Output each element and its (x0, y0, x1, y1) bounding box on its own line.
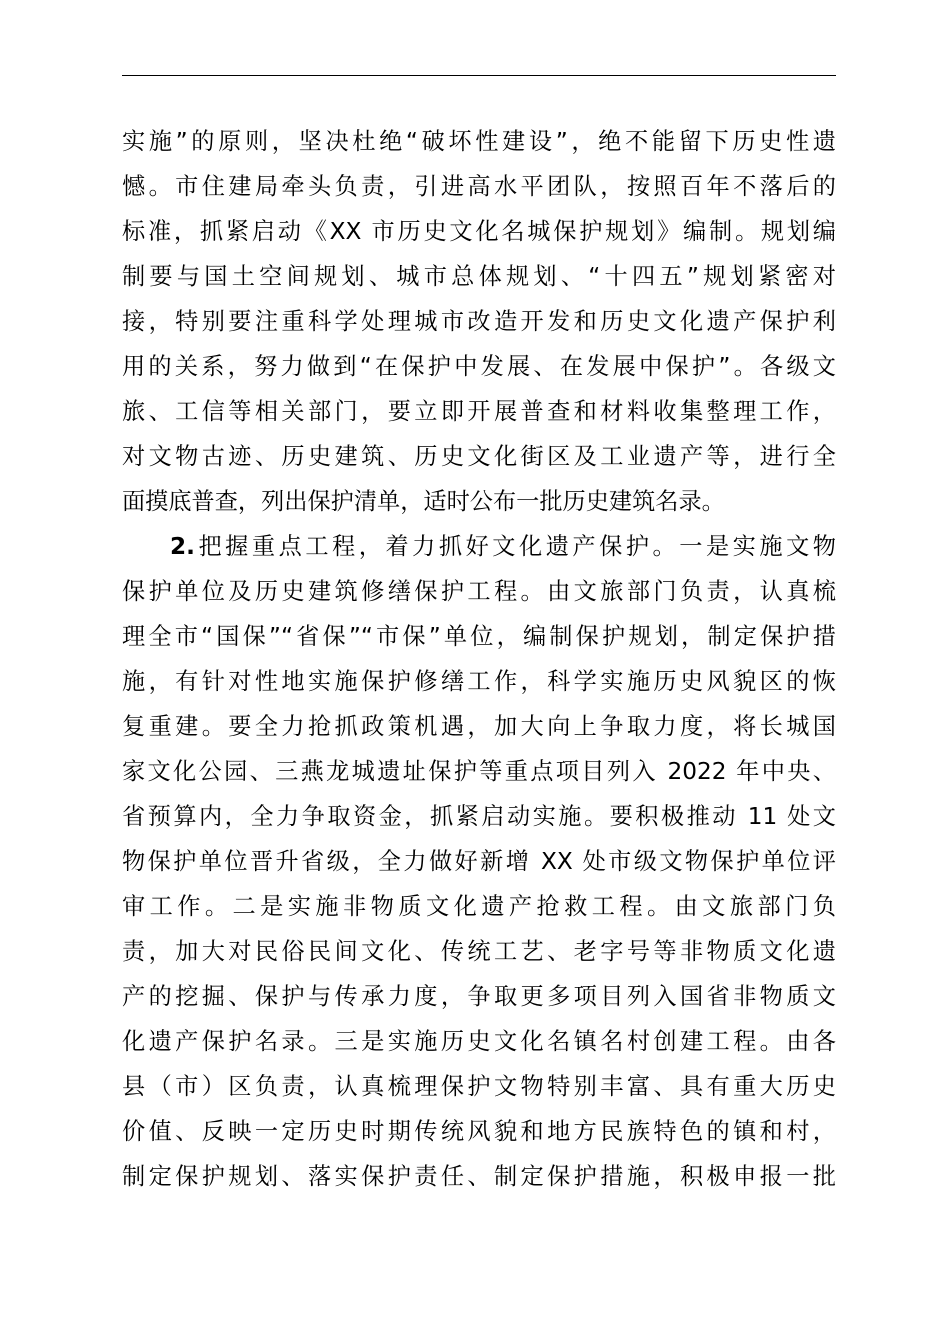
text-line: 物保护单位晋升省级，全力做好新增 XX 处市级文物保护单位评 (122, 848, 836, 875)
text-line: 标准，抓紧启动《XX 市历史文化名城保护规划》编制。规划编 (122, 218, 836, 245)
text-line: 理全市“国保”“省保”“市保”单位，编制保护规划，制定保护措 (122, 623, 836, 650)
text-line: 制要与国土空间规划、城市总体规划、“十四五”规划紧密对 (122, 263, 836, 290)
text-line: 施，有针对性地实施保护修缮工作，科学实施历史风貌区的恢 (122, 668, 836, 695)
text-line: 审工作。二是实施非物质文化遗产抢救工程。由文旅部门负 (122, 893, 836, 920)
text-line: 对文物古迹、历史建筑、历史文化街区及工业遗产等，进行全 (122, 443, 836, 470)
text-line: 省预算内，全力争取资金，抓紧启动实施。要积极推动 11 处文 (122, 803, 836, 830)
text-line: 接，特别要注重科学处理城市改造开发和历史文化遗产保护利 (122, 308, 836, 335)
text-line: 保护单位及历史建筑修缮保护工程。由文旅部门负责，认真梳 (122, 578, 836, 605)
section-heading-text: 把握重点工程，着力抓好文化遗产保护。一是实施文物 (194, 533, 836, 560)
text-line: 实施”的原则，坚决杜绝“破坏性建设”，绝不能留下历史性遗 (122, 128, 836, 155)
section-number: 2. (170, 533, 195, 560)
text-line: 制定保护规划、落实保护责任、制定保护措施，积极申报一批 (122, 1163, 836, 1190)
text-line: 面摸底普查，列出保护清单，适时公布一批历史建筑名录。 (122, 488, 725, 515)
text-line: 化遗产保护名录。三是实施历史文化名镇名村创建工程。由各 (122, 1028, 836, 1055)
text-line: 用的关系，努力做到“在保护中发展、在发展中保护”。各级文 (122, 353, 836, 380)
paragraph-1 (122, 119, 836, 524)
header-rule (122, 75, 836, 76)
document-body (122, 119, 836, 1199)
text-line: 家文化公园、三燕龙城遗址保护等重点项目列入 2022 年中央、 (122, 758, 836, 785)
text-line: 复重建。要全力抢抓政策机遇，加大向上争取力度，将长城国 (122, 713, 836, 740)
text-line: 憾。市住建局牵头负责，引进高水平团队，按照百年不落后的 (122, 173, 836, 200)
text-line: 旅、工信等相关部门，要立即开展普查和材料收集整理工作， (122, 398, 836, 425)
paragraph-2 (122, 524, 836, 1199)
section-heading-line (122, 524, 836, 569)
text-line: 责，加大对民俗民间文化、传统工艺、老字号等非物质文化遗 (122, 938, 836, 965)
text-line: 产的挖掘、保护与传承力度，争取更多项目列入国省非物质文 (122, 983, 836, 1010)
text-line: 价值、反映一定历史时期传统风貌和地方民族特色的镇和村， (122, 1118, 836, 1145)
text-line: 县（市）区负责，认真梳理保护文物特别丰富、具有重大历史 (122, 1073, 836, 1100)
